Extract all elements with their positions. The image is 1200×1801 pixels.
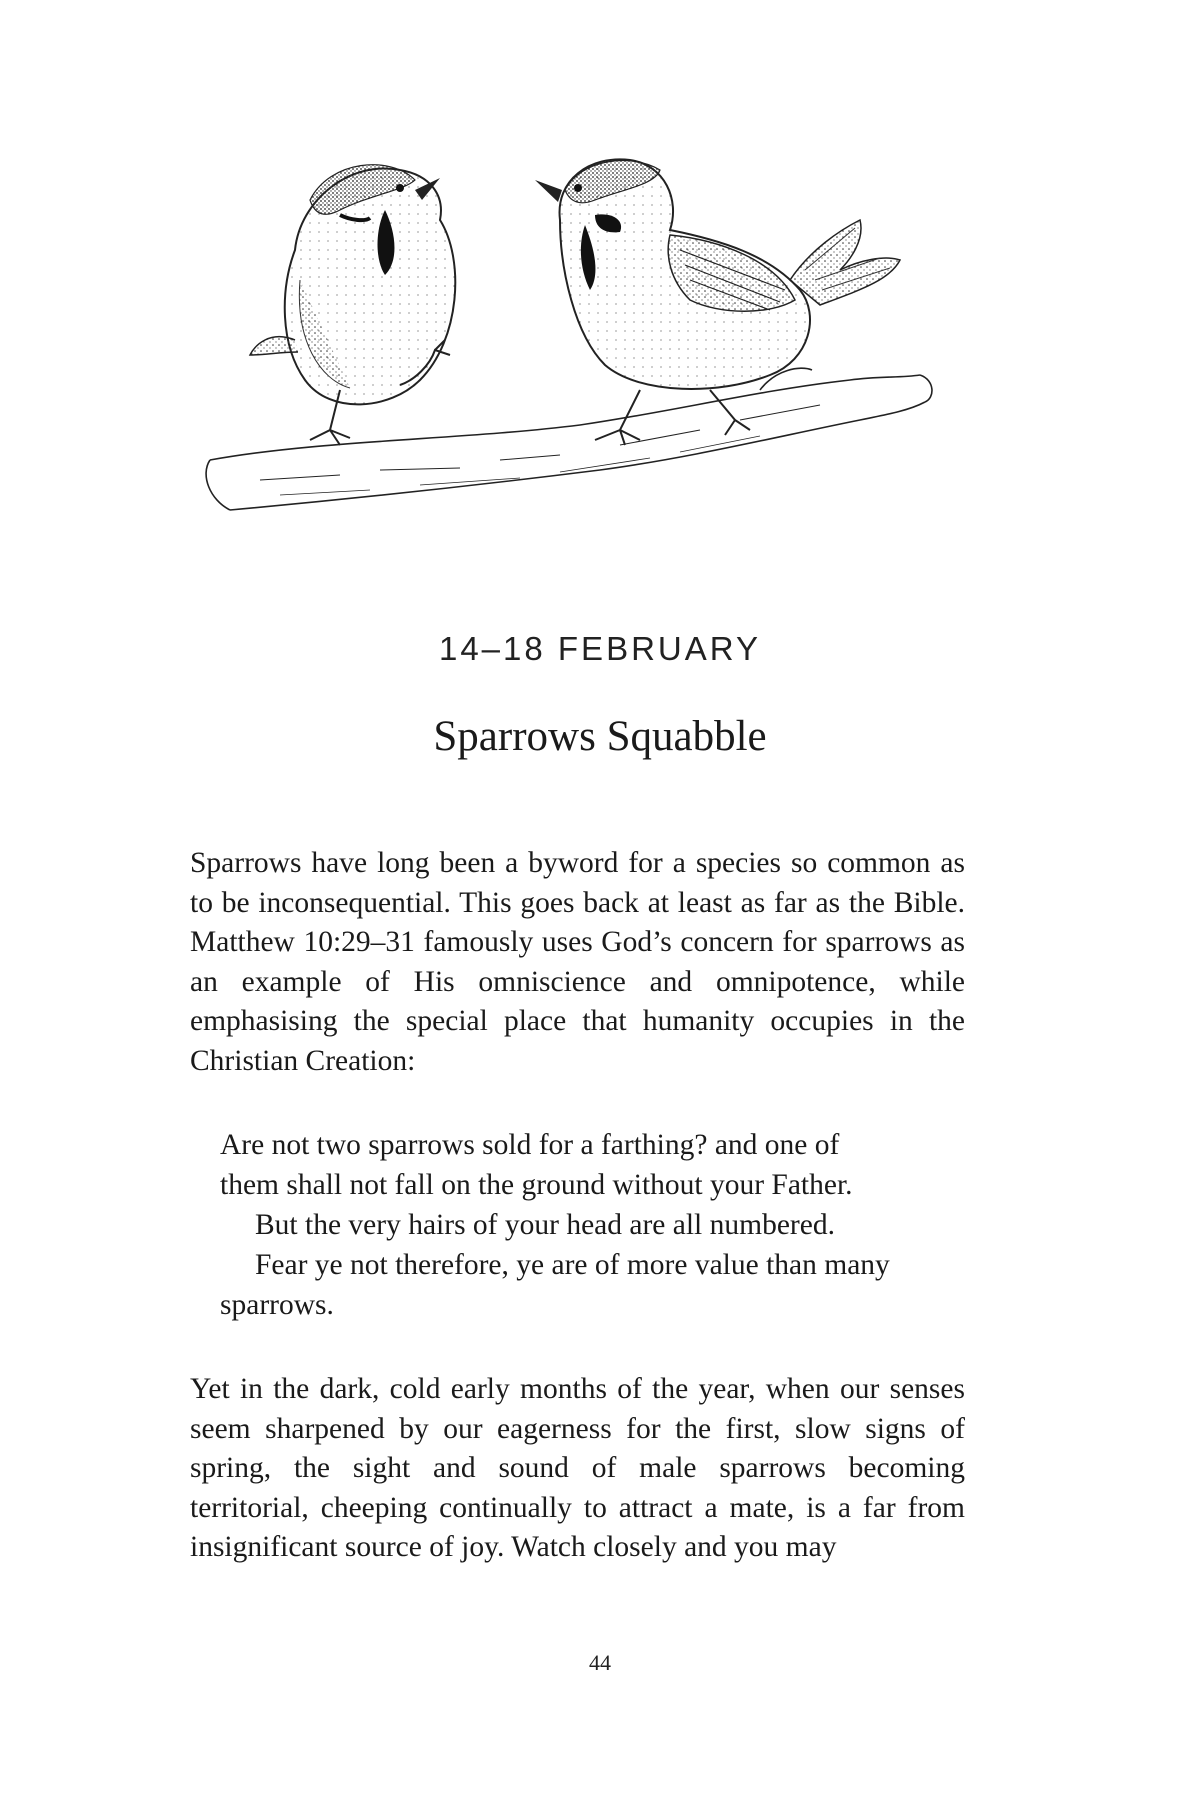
paragraph-1: Sparrows have long been a byword for a species so common as to be inconsequential. This goes back at least as far as the Bible. Matthew 10:29–31 famously uses God’s concern for sparrows as an example of His omniscience and omnipotence, while emphasising the special place that humanity occupies in the Christian Creation: <box>190 847 965 1077</box>
sparrows-illustration <box>200 140 960 540</box>
page-title: Sparrows Squabble <box>433 713 767 760</box>
date-heading: 14–18 FEBRUARY <box>438 630 762 667</box>
quote-line-3: But the very hairs of your head are all numbered. <box>255 1209 835 1241</box>
quote-line-1: Are not two sparrows sold for a farthing? and one of <box>220 1129 840 1161</box>
page-number: 44 <box>589 1650 611 1675</box>
quote-line-4: Fear ye not therefore, ye are of more value than many <box>255 1249 890 1281</box>
quote-line-5: sparrows. <box>220 1289 334 1321</box>
left-sparrow <box>250 165 455 445</box>
paragraph-2: Yet in the dark, cold early months of the year, when our senses seem sharpened by our eagerness for the first, slow signs of spring, the sight and sound of male sparrows becoming territorial, cheeping continually to attract a mate, is a far from insignificant source of joy. Watch closely and you may <box>190 1373 965 1563</box>
right-sparrow <box>535 159 900 445</box>
quote-line-2: them shall not fall on the ground without your Father. <box>220 1169 853 1201</box>
scripture-quote <box>220 1125 965 1325</box>
